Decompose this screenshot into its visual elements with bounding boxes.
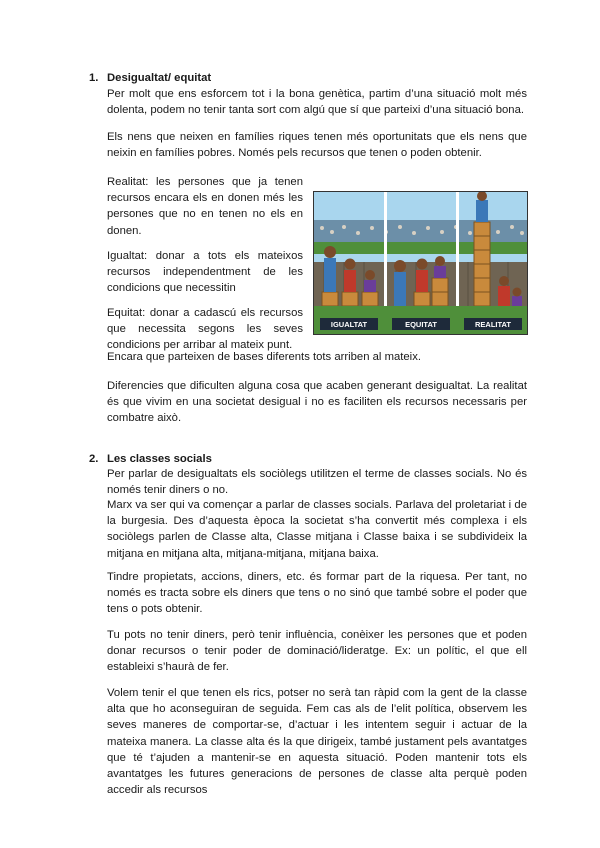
section-1-number: 1.: [89, 72, 99, 84]
section-1-paragraph-1: Per molt que ens esforcem tot i la bona genètica, partim d’una situació molt més dolenta, podem no tenir tanta sort com algú que sí que parteixi d’una situació bona.: [107, 88, 527, 117]
section-1-heading: [89, 70, 211, 86]
section-2-paragraph-3: Tindre propietats, accions, diners, etc. és formar part de la riquesa. Per tant, no només es tracta sobre els diners que tens o no sinó que també sobre el poder que tens o pots obtenir.: [107, 571, 527, 616]
igualtat-definition: Igualtat: donar a tots els mateixos recursos independentment de les condicions que necessitin: [107, 250, 303, 295]
section-2-paragraph-4: Tu pots no tenir diners, però tenir influència, conèixer les persones que et poden donar recursos o tenir poder de dominació/lideratge. Ex: un polític, el que ell estableixi s’haurà de fer.: [107, 629, 527, 674]
section-1-paragraph-after-figure: Encara que parteixen de bases diferents tots arriben al mateix.: [107, 351, 421, 363]
figure-label-igualtat: IGUALTAT: [330, 320, 368, 329]
realitat-definition: Realitat: les persones que ja tenen recursos encara els en donen més les persones que no en tenen no els en donen.: [107, 176, 303, 237]
section-2-title: Les classes socials: [107, 453, 212, 465]
section-2-heading: [89, 451, 212, 467]
section-1-paragraph-last: Diferencies que dificulten alguna cosa que acaben generant desigualtat. La realitat és que vivim en una societat desigual i no es faciliten els recursos necessaris per combatre això.: [107, 380, 527, 425]
section-2-paragraph-2: Marx va ser qui va començar a parlar de classes socials. Parlava del proletariat i de la burgesia. Des d’aquesta època la societat s’ha convertit més complexa i els sociòlegs parlen de Classe alta, Classe mitjana i Classe baixa i se subdivideix la mitjana en mitjana alta, mitjana-mitjana, mitjana baixa.: [107, 499, 527, 560]
equitat-definition: Equitat: donar a cadascú els recursos que necessita segons les seves condicions per arribar al mateix punt.: [107, 307, 303, 352]
section-2-paragraph-5: Volem tenir el que tenen els rics, potser no serà tan ràpid com la gent de la classe alta que ho aconseguiran de seguida. Fem cas als de l’elit política, observem les seves maneres de comportar-se, d’actuar i les intentem seguir i actuar de la mateixa manera. La classe alta és la que dirigeix, també justament pels avantatges que té t’ajuden a mantenir-se en aquesta situació. Poden mantenir tots els avantatges les futures generacions de persones de classe alta perquè poden accedir als recursos: [107, 687, 527, 797]
section-2-paragraph-1: Per parlar de desigualtats els sociòlegs utilitzen el terme de classes socials. No és només tenir diners o no.: [107, 468, 527, 497]
figure-label-realitat: REALITAT: [475, 320, 511, 329]
section-1-title: Desigualtat/ equitat: [107, 72, 212, 84]
section-2-number: 2.: [89, 453, 99, 465]
equality-equity-illustration: [313, 191, 528, 335]
figure-label-equitat: EQUITAT: [405, 320, 437, 329]
section-1-paragraph-2: Els nens que neixen en famílies riques tenen més oportunitats que els nens que neixin en famílies pobres. Només pels recursos que tenen o poden obtenir.: [107, 131, 527, 160]
